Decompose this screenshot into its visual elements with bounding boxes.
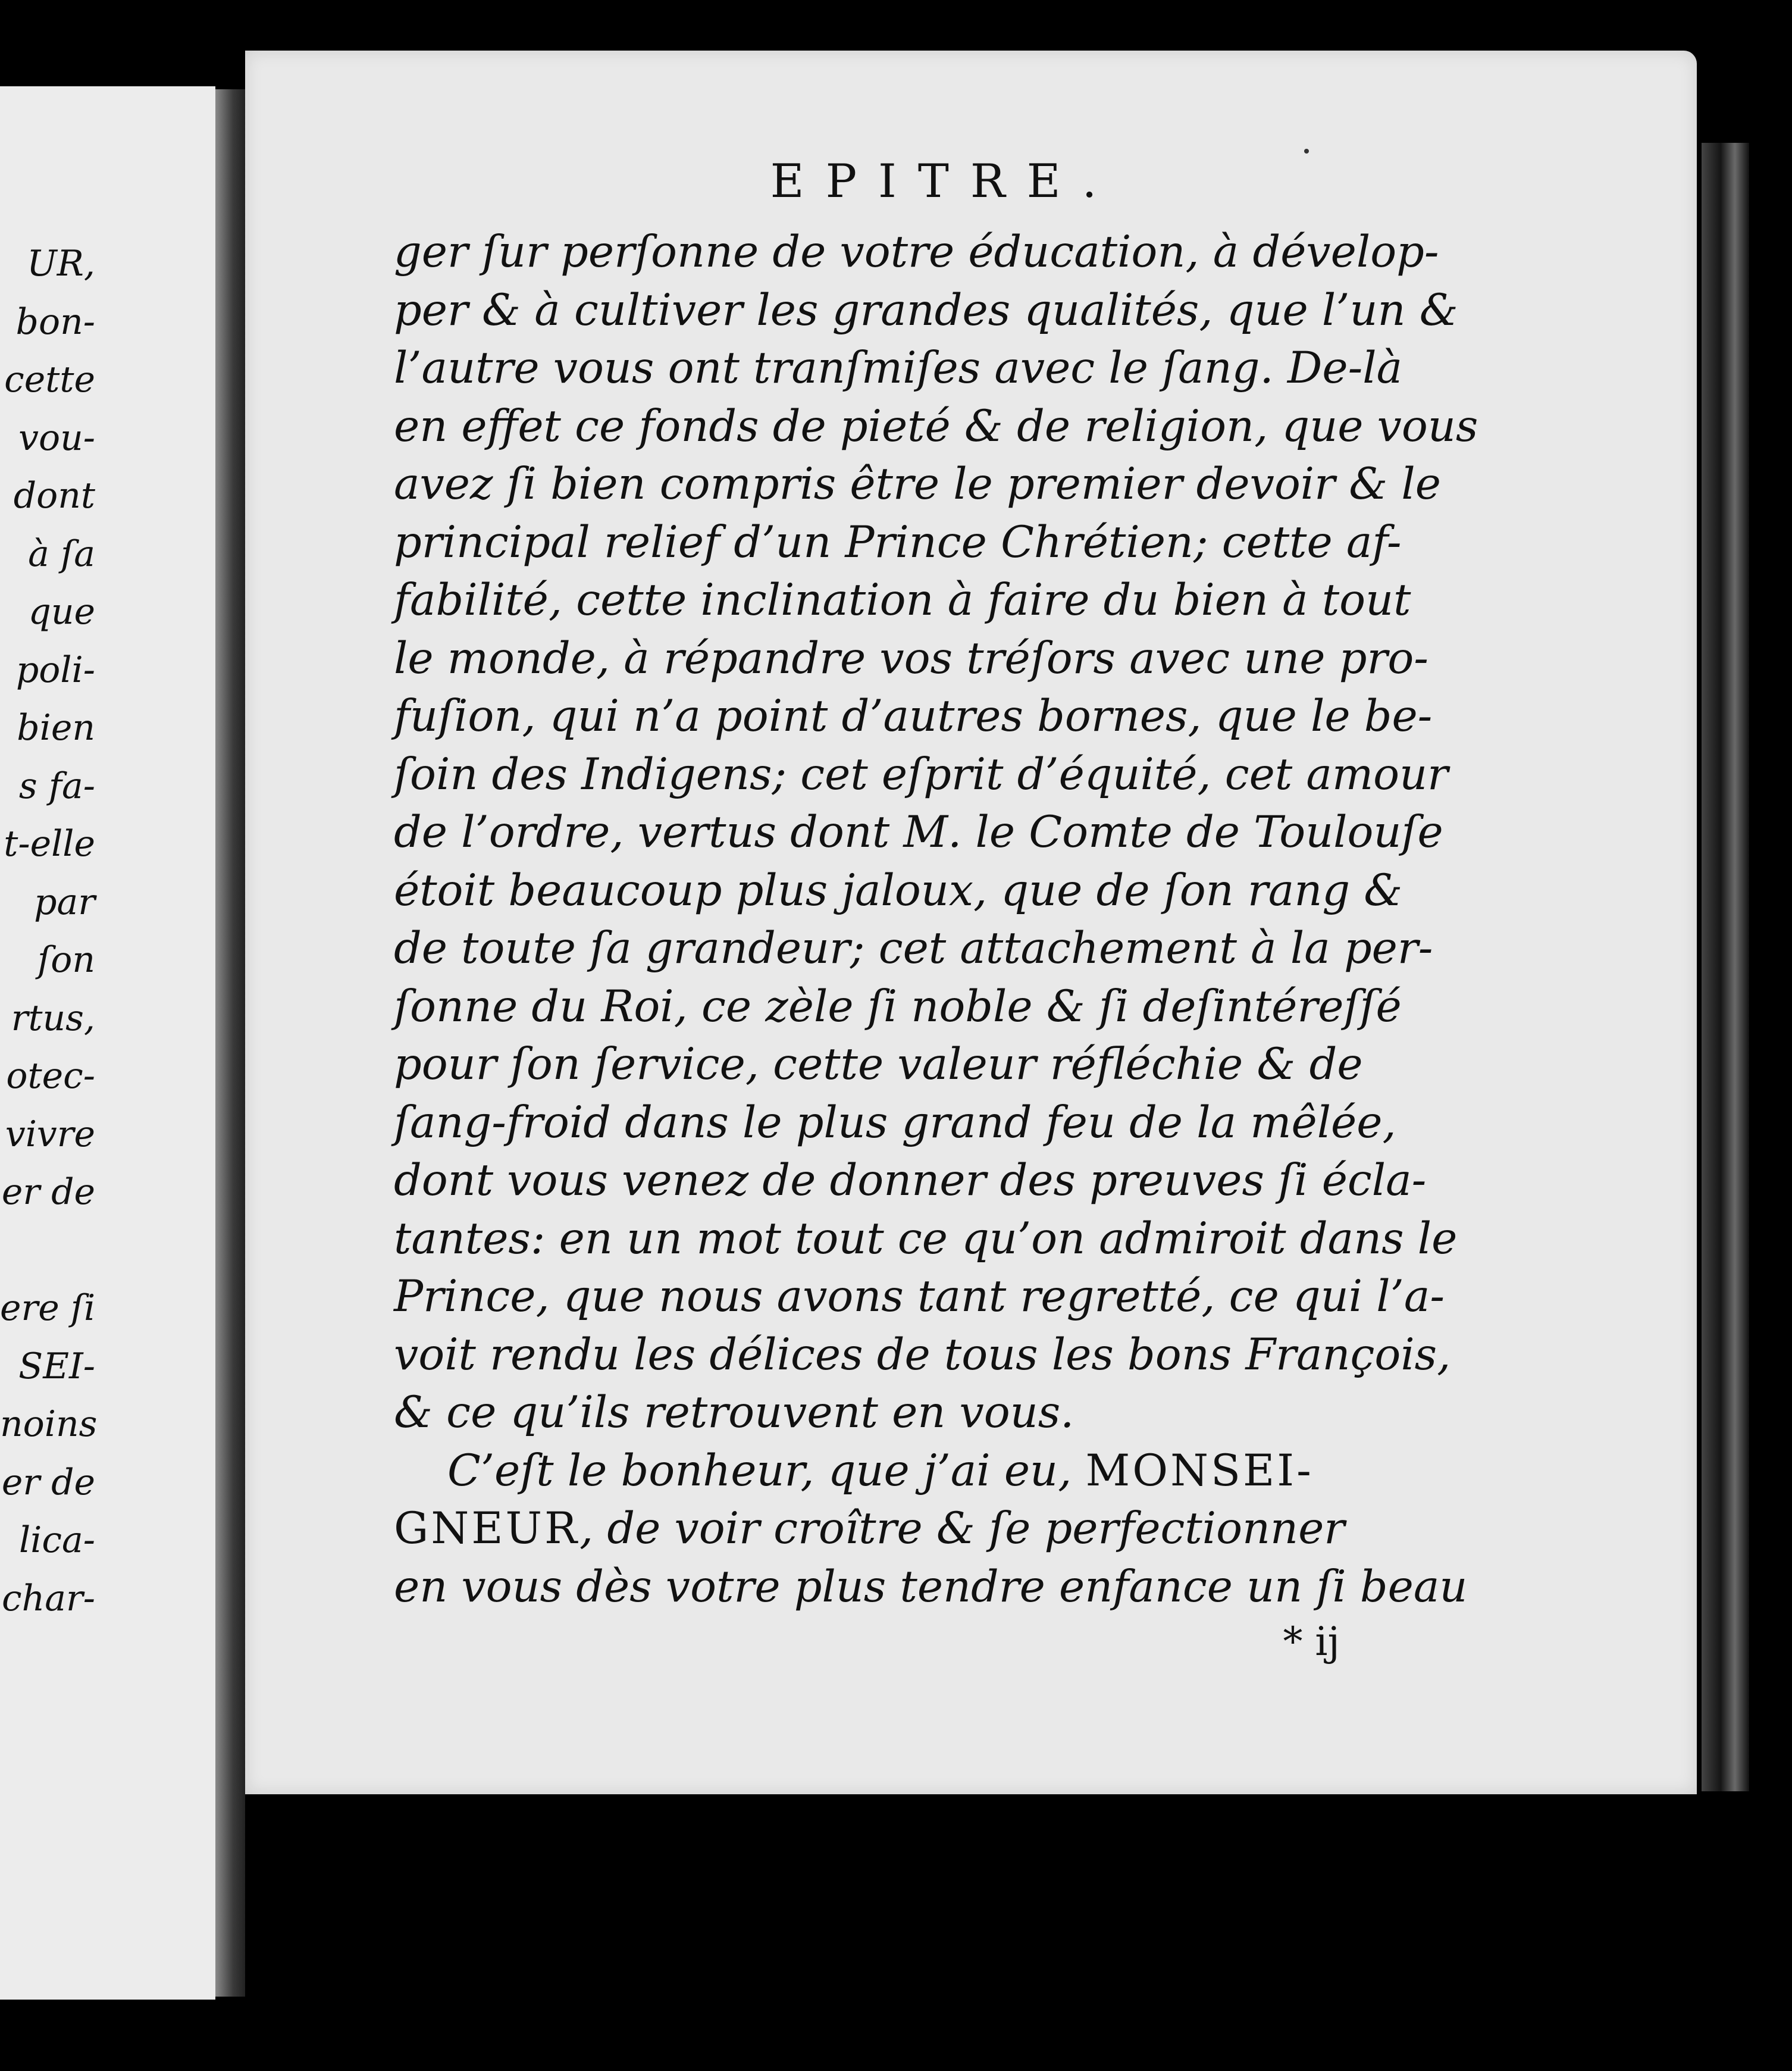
left-fragment: à ſa [28, 533, 95, 575]
text-span-caps: MONSEI- [1085, 1445, 1314, 1496]
left-fragment: cette [4, 359, 95, 401]
text-line [394, 1442, 1578, 1500]
left-fragment: ere ſi [0, 1287, 96, 1329]
text-line: de l’ordre, vertus dont M. le Comte de Toulouſe [394, 807, 1443, 858]
body-text [394, 223, 1578, 1616]
text-line: tantes: en un mot tout ce qu’on admiroit dans le [394, 1213, 1458, 1264]
running-head: EPITRE. [770, 155, 1119, 208]
text-line: ger ſur perſonne de votre éducation, à dévelop- [394, 227, 1439, 277]
left-fragment: er de [1, 1171, 95, 1213]
text-line: voit rendu les délices de tous les bons François, [394, 1329, 1451, 1380]
left-fragment: otec- [6, 1055, 95, 1097]
left-fragment: rtus, [11, 997, 95, 1039]
text-line: avez ſi bien compris être le premier devoir & le [394, 459, 1441, 509]
text-line: Prince, que nous avons tant regretté, ce qui l’a- [394, 1271, 1445, 1322]
left-fragment: bien [17, 707, 95, 749]
left-fragment: UR, [27, 243, 95, 284]
text-line: fabilité, cette inclination à faire du bien à tout [394, 575, 1411, 625]
paragraph-1 [394, 223, 1578, 1442]
text-line: fuſion, qui n’a point d’autres bornes, que le be- [394, 691, 1433, 742]
signature-mark: * ij [1283, 1619, 1340, 1665]
text-line: étoit beaucoup plus jaloux, que de ſon rang & [394, 865, 1403, 916]
left-fragment: par [34, 881, 95, 923]
page-edge-shadow [1702, 143, 1749, 1791]
text-line: dont vous venez de donner des preuves ſi écla- [394, 1155, 1427, 1206]
text-span-caps: GNEUR [394, 1503, 579, 1554]
left-fragment: vou- [18, 417, 95, 459]
text-line: de toute ſa grandeur; cet attachement à la per- [394, 923, 1433, 974]
left-fragment: s fa- [18, 765, 95, 807]
left-fragment: ſon [37, 939, 95, 981]
text-line: ſonne du Roi, ce zèle ſi noble & ſi deſintéreſſé [394, 981, 1402, 1032]
text-line: & ce qu’ils retrouvent en vous. [394, 1387, 1074, 1438]
left-fragment: lica- [18, 1519, 95, 1561]
text-line [394, 1500, 1578, 1558]
text-line: en vous dès votre plus tendre enfance un ſi beau [394, 1561, 1468, 1612]
left-fragment: bon- [15, 301, 95, 343]
left-fragment: noins [0, 1403, 98, 1445]
left-page-text-fragments [0, 235, 100, 1628]
text-line: per & à cultiver les grandes qualités, que l’un & [394, 284, 1458, 336]
left-fragment [0, 1222, 95, 1280]
text-line: le monde, à répandre vos tréſors avec une pro- [394, 633, 1428, 684]
left-fragment: SEI- [18, 1345, 95, 1387]
book-page [245, 51, 1697, 1794]
left-fragment: er de [1, 1461, 95, 1503]
text-line: pour ſon ſervice, cette valeur réfléchie & de [394, 1039, 1363, 1090]
page-speck [1304, 149, 1309, 154]
text-line: l’autre vous ont tranſmiſes avec le ſang. De-là [394, 343, 1403, 393]
text-line: en effet ce fonds de pieté & de religion, que vous [394, 401, 1478, 452]
left-fragment: que [28, 591, 95, 633]
left-fragment: t-elle [4, 823, 95, 865]
left-fragment: vivre [5, 1113, 95, 1155]
text-line: principal relief d’un Prince Chrétien; cette af- [394, 517, 1402, 568]
left-fragment: dont [13, 475, 95, 517]
text-line: ſang-froid dans le plus grand feu de la mêlée, [394, 1097, 1396, 1148]
book-gutter [215, 89, 245, 1997]
text-span: C’eſt le bonheur, que j’ai eu, [447, 1445, 1086, 1496]
left-fragment: char- [2, 1577, 95, 1619]
left-fragment: poli- [15, 649, 95, 691]
text-line: ſoin des Indigens; cet eſprit d’équité, cet amour [394, 749, 1449, 800]
text-span: , de voir croître & ſe perfectionner [579, 1503, 1345, 1554]
